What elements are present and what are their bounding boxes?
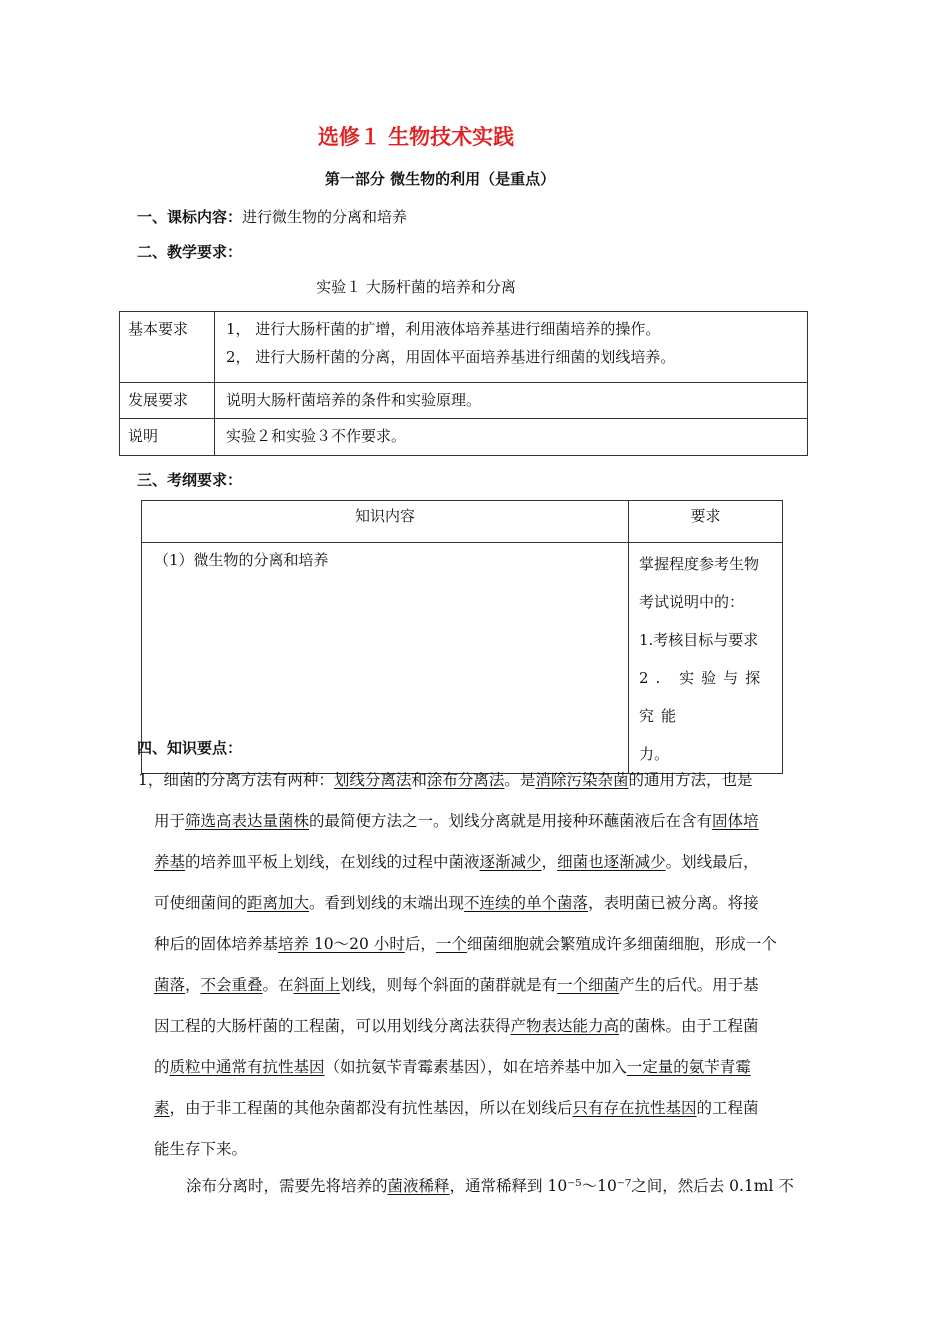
requirement-line: 考试说明中的：	[639, 593, 745, 611]
section-1-text: 进行微生物的分离和培养	[242, 208, 408, 226]
underlined-term: 一定量的氨苄青霉	[626, 1058, 751, 1076]
requirement-line: 掌握程度参考生物	[639, 555, 760, 573]
text-segment: ，表明菌已被分离。将接	[588, 894, 759, 912]
underlined-term: 素	[154, 1099, 170, 1117]
knowledge-paragraph-1	[138, 760, 818, 1170]
text-segment: 。划线最后，	[665, 853, 759, 871]
underlined-term: 培养 10～20 小时	[278, 935, 405, 953]
text-segment: 的培养皿平板上划线，在划线的过程中菌液	[185, 853, 480, 871]
page-subtitle: 第一部分 微生物的利用（是重点）	[324, 170, 556, 188]
paragraph-line	[138, 760, 818, 801]
underlined-term: 一个细菌	[557, 976, 620, 994]
text-segment: 的	[154, 1058, 170, 1076]
text-segment: 用于	[154, 812, 186, 830]
text-segment: 产生的后代。用于基	[619, 976, 759, 994]
underlined-term: 养基	[154, 853, 186, 871]
exam-outline-table	[141, 500, 783, 774]
underlined-term: 只有存在抗性基因	[572, 1099, 697, 1117]
text-segment: ，	[185, 976, 201, 994]
section-4-heading: 四、知识要点：	[137, 739, 243, 757]
table-row	[120, 419, 808, 456]
text-segment: ，由于非工程菌的其他杂菌都没有抗性基因，所以在划线后	[169, 1099, 573, 1117]
underlined-term: 产物表达能力高	[510, 1017, 620, 1035]
row-label: 基本要求	[120, 312, 215, 383]
underlined-term: 质粒中通常有抗性基因	[169, 1058, 325, 1076]
paragraph-line	[138, 842, 818, 883]
text-segment: 的通用方法，也是	[628, 771, 753, 789]
knowledge-content: （1）微生物的分离和培养	[142, 543, 629, 774]
section-1	[137, 206, 407, 227]
text-segment: 和	[411, 771, 427, 789]
section-3-heading: 三、考纲要求：	[137, 471, 243, 489]
text-segment: （如抗氨苄青霉素基因），如在培养基中加入	[324, 1058, 627, 1076]
text-segment: 1，细菌的分离方法有两种：	[138, 771, 334, 789]
text-segment: 的菌株。由于工程菌	[619, 1017, 759, 1035]
underlined-term: 逐渐减少	[479, 853, 542, 871]
row-label: 发展要求	[120, 383, 215, 419]
text-segment: 可使细菌间的	[154, 894, 248, 912]
underlined-term: 细菌也逐渐减少	[557, 853, 666, 871]
page-title: 选修１ 生物技术实践	[317, 125, 515, 149]
underlined-term: 筛选高表达量菌株	[185, 812, 310, 830]
paragraph-line	[138, 1088, 818, 1129]
text-segment: 涂布分离时，需要先将培养的	[186, 1177, 388, 1195]
requirement-line: 2， 进行大肠杆菌的分离，用固体平面培养基进行细菌的划线培养。	[226, 348, 676, 366]
text-segment: 因工程的大肠杆菌的工程菌，可以用划线分离法获得	[154, 1017, 511, 1035]
column-header: 要求	[629, 501, 783, 543]
underlined-term: 距离加大	[247, 894, 310, 912]
paragraph-line	[138, 1006, 818, 1047]
paragraph-line	[138, 965, 818, 1006]
text-segment: ，通常稀释到 10⁻⁵～10⁻⁷之间，然后去 0.1ml 不	[449, 1177, 794, 1195]
paragraph-line	[138, 883, 818, 924]
underlined-term: 菌落	[154, 976, 186, 994]
table-row	[120, 383, 808, 419]
underlined-term: 消除污染杂菌	[535, 771, 629, 789]
text-segment: 后，	[404, 935, 436, 953]
underlined-term: 固体培	[712, 812, 759, 830]
underlined-term: 一个	[435, 935, 467, 953]
paragraph-line	[138, 1047, 818, 1088]
row-value: 说明大肠杆菌培养的条件和实验原理。	[215, 383, 808, 419]
underlined-term: 斜面上	[293, 976, 341, 994]
text-segment: 划线，则每个斜面的菌群就是有	[340, 976, 558, 994]
text-segment: 能生存下来。	[154, 1140, 248, 1158]
underlined-term: 菌液稀释	[387, 1177, 450, 1195]
table-row	[120, 312, 808, 383]
paragraph-line	[186, 1166, 866, 1207]
text-segment: 的最简便方法之一。划线分离就是用接种环蘸菌液后在含有	[309, 812, 713, 830]
teaching-requirements-table	[119, 311, 808, 456]
text-segment: 细菌细胞就会繁殖成许多细菌细胞，形成一个	[466, 935, 777, 953]
paragraph-line	[138, 924, 818, 965]
underlined-term: 不会重叠	[200, 976, 263, 994]
paragraph-line	[138, 801, 818, 842]
paragraph-line	[138, 1129, 818, 1170]
text-segment: 。在	[262, 976, 294, 994]
requirement-line: 1.考核目标与要求	[639, 631, 759, 649]
text-segment: 。看到划线的末端出现	[309, 894, 465, 912]
underlined-term: 不连续的单个菌落	[464, 894, 589, 912]
row-value	[215, 312, 808, 383]
section-1-heading: 一、课标内容：	[137, 208, 243, 226]
experiment-caption: 实验１ 大肠杆菌的培养和分离	[316, 278, 516, 296]
requirement-line: 2. 实验与探究能	[639, 669, 768, 725]
underlined-term: 涂布分离法	[426, 771, 505, 789]
requirement-line: 力。	[639, 745, 670, 763]
row-value: 实验２和实验３不作要求。	[215, 419, 808, 456]
requirement-cell	[629, 543, 783, 774]
text-segment: ，	[541, 853, 558, 871]
underlined-term: 划线分离法	[333, 771, 412, 789]
row-label: 说明	[120, 419, 215, 456]
text-segment: 种后的固体培养基	[154, 935, 279, 953]
column-header: 知识内容	[142, 501, 629, 543]
requirement-line: 1， 进行大肠杆菌的扩增，利用液体培养基进行细菌培养的操作。	[226, 320, 661, 338]
knowledge-paragraph-2	[186, 1166, 866, 1207]
text-segment: 的工程菌	[696, 1099, 759, 1117]
table-header-row	[142, 501, 783, 543]
text-segment: 。是	[504, 771, 536, 789]
section-2-heading: 二、教学要求：	[137, 243, 243, 261]
